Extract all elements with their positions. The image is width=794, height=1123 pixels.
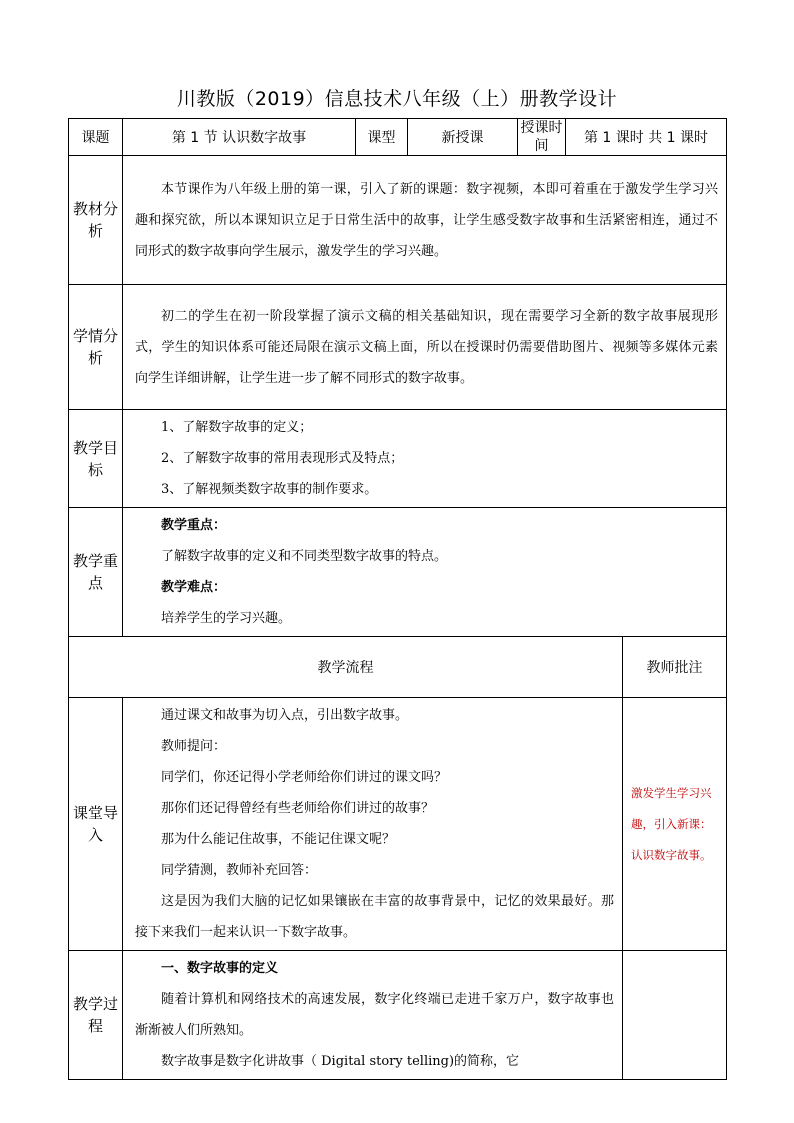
focus-label: 教学重点 (69, 508, 123, 637)
material-text: 本节课作为八年级上册的第一课，引入了新的课题：数字视频，本即可着重在于激发学生学习兴趣和探究欲，所以本课知识立足于日常生活中的故事，让学生感受数字故事和生活紧密相连，通过不同形式的数字故事向学生展示，激发学生的学习兴趣。 (135, 181, 719, 259)
intro-line: 这是因为我们大脑的记忆如果镶嵌在丰富的故事背景中，记忆的效果最好。那接下来我们一起来认识一下数字故事。 (135, 894, 614, 940)
material-label: 教材分析 (69, 156, 123, 285)
time-label: 授课时间 (518, 119, 566, 156)
topic-label: 课题 (69, 119, 123, 156)
process-paragraph: 随着计算机和网络技术的高速发展，数字化终端已走进千家万户，数字故事也渐渐被人们所熟知。 (135, 992, 614, 1038)
process-label: 教学过程 (69, 951, 123, 1080)
focus-row (69, 508, 727, 637)
goal-item: 1、了解数字故事的定义； (161, 420, 313, 435)
header-row (69, 119, 727, 156)
lesson-plan-table (68, 118, 727, 1080)
type-label: 课型 (356, 119, 408, 156)
students-row (69, 285, 727, 410)
difficulty-text: 培养学生的学习兴趣。 (161, 611, 292, 626)
difficulty-title: 教学难点： (161, 580, 227, 595)
intro-line: 通过课文和故事为切入点，引出数字故事。 (161, 708, 409, 723)
students-label: 学情分析 (69, 285, 123, 410)
goals-label: 教学目标 (69, 410, 123, 508)
intro-row (69, 698, 727, 951)
key-point-text: 了解数字故事的定义和不同类型数字故事的特点。 (161, 549, 448, 564)
key-point-title: 教学重点： (161, 518, 227, 533)
process-header: 教学流程 (69, 637, 623, 698)
intro-line: 教师提问： (161, 739, 227, 754)
flow-header-row (69, 637, 727, 698)
topic-value: 第 1 节 认识数字故事 (123, 119, 356, 156)
process-row (69, 951, 727, 1080)
process-paragraph: 数字故事是数字化讲故事（ Digital story telling)的简称，它 (161, 1054, 520, 1069)
intro-line: 同学们，你还记得小学老师给你们讲过的课文吗？ (161, 770, 448, 785)
type-value: 新授课 (408, 119, 518, 156)
process-note-cell (623, 951, 727, 1080)
goal-item: 2、了解数字故事的常用表现形式及特点； (161, 451, 404, 466)
intro-line: 那你们还记得曾经有些老师给你们讲过的故事？ (161, 801, 435, 816)
intro-label: 课堂导入 (69, 698, 123, 951)
students-text: 初二的学生在初一阶段掌握了演示文稿的相关基础知识，现在需要学习全新的数字故事展现形式，学生的知识体系可能还局限在演示文稿上面，所以在授课时仍需要借助图片、视频等多媒体元素向学生详细讲解，让学生进一步了解不同形式的数字故事。 (135, 308, 719, 386)
intro-line: 同学猜测，教师补充回答： (161, 863, 318, 878)
process-heading: 一、数字故事的定义 (161, 961, 279, 976)
intro-teacher-note: 激发学生学习兴趣，引入新课：认识数字故事。 (623, 698, 727, 951)
material-row (69, 156, 727, 285)
time-value: 第 1 课时 共 1 课时 (566, 119, 727, 156)
intro-line: 那为什么能记住故事，不能记住课文呢？ (161, 832, 396, 847)
document-title: 川教版（2019）信息技术八年级（上）册教学设计 (176, 88, 618, 110)
teacher-note-header: 教师批注 (623, 637, 727, 698)
goals-row (69, 410, 727, 508)
goal-item: 3、了解视频类数字故事的制作要求。 (161, 482, 378, 497)
